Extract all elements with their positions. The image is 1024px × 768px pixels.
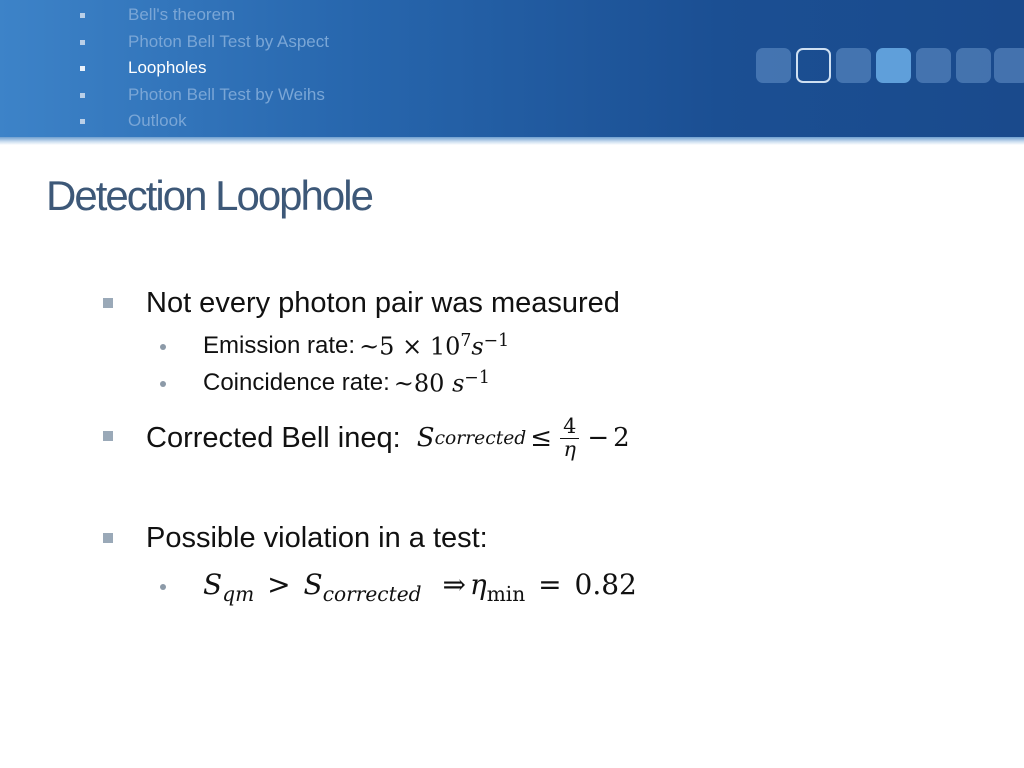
math-implies: ⇒ bbox=[442, 568, 466, 601]
sub-bullet-coincidence-rate bbox=[203, 368, 490, 398]
emission-rate-formula bbox=[359, 331, 509, 361]
nav-item-label: Photon Bell Test by Aspect bbox=[128, 31, 329, 51]
nav-item-label: Loopholes bbox=[128, 58, 207, 77]
math-exponent: −1 bbox=[464, 368, 490, 388]
nav-item-label: Photon Bell Test by Weihs bbox=[128, 84, 325, 104]
math-exponent: −1 bbox=[483, 331, 510, 351]
math-subscript: corrected bbox=[434, 427, 527, 449]
math-symbol: S bbox=[203, 568, 223, 601]
bullet-text: Not every photon pair was measured bbox=[146, 287, 620, 319]
coincidence-rate-formula bbox=[394, 368, 490, 398]
bullet-text: Corrected Bell ineq: bbox=[146, 421, 409, 454]
math-approx: ~ bbox=[359, 332, 380, 361]
math-symbol: S bbox=[303, 568, 323, 601]
dot-bullet-icon bbox=[160, 381, 166, 387]
math-number: 10 bbox=[429, 332, 461, 361]
math-times: × bbox=[402, 332, 423, 361]
math-number: 5 bbox=[379, 332, 395, 361]
fraction-denominator: η bbox=[563, 436, 576, 461]
bullet-corrected-bell bbox=[146, 410, 630, 466]
dot-bullet-icon bbox=[160, 584, 166, 590]
math-number: 80 bbox=[413, 369, 445, 398]
math-unit: s bbox=[471, 332, 484, 361]
nav-item-label: Bell's theorem bbox=[128, 5, 236, 24]
math-relation: ≤ bbox=[530, 423, 553, 453]
square-bullet-icon bbox=[103, 431, 113, 441]
math-fraction bbox=[560, 413, 579, 461]
violation-formula bbox=[203, 568, 637, 606]
math-minus: − bbox=[587, 423, 610, 453]
nav-item-label: Outlook bbox=[128, 111, 187, 130]
math-number: 2 bbox=[613, 423, 630, 453]
sub-bullet-emission-rate bbox=[203, 331, 509, 361]
bullet-text: Possible violation in a test: bbox=[146, 522, 488, 554]
math-approx: ~ bbox=[393, 369, 414, 398]
math-unit: s bbox=[452, 369, 465, 398]
math-symbol: S bbox=[416, 423, 435, 453]
dot-bullet-icon bbox=[160, 344, 166, 350]
math-relation: > bbox=[267, 568, 291, 601]
fraction-numerator: 4 bbox=[560, 416, 579, 439]
square-bullet-icon bbox=[103, 298, 113, 308]
sub-bullet-violation-formula bbox=[203, 568, 637, 606]
square-bullet-icon bbox=[103, 533, 113, 543]
math-relation: = bbox=[538, 568, 562, 601]
math-subscript: qm bbox=[222, 582, 255, 607]
corrected-bell-inequality bbox=[416, 413, 630, 461]
math-subscript: corrected bbox=[322, 582, 422, 607]
sub-bullet-label: Emission rate: bbox=[203, 331, 356, 359]
math-exponent: 7 bbox=[460, 331, 472, 351]
sub-bullet-label: Coincidence rate: bbox=[203, 368, 390, 396]
slide-title: Detection Loophole bbox=[46, 172, 372, 219]
math-symbol: η bbox=[469, 568, 487, 601]
math-subscript: min bbox=[486, 582, 526, 607]
math-number: 0.82 bbox=[574, 568, 637, 601]
